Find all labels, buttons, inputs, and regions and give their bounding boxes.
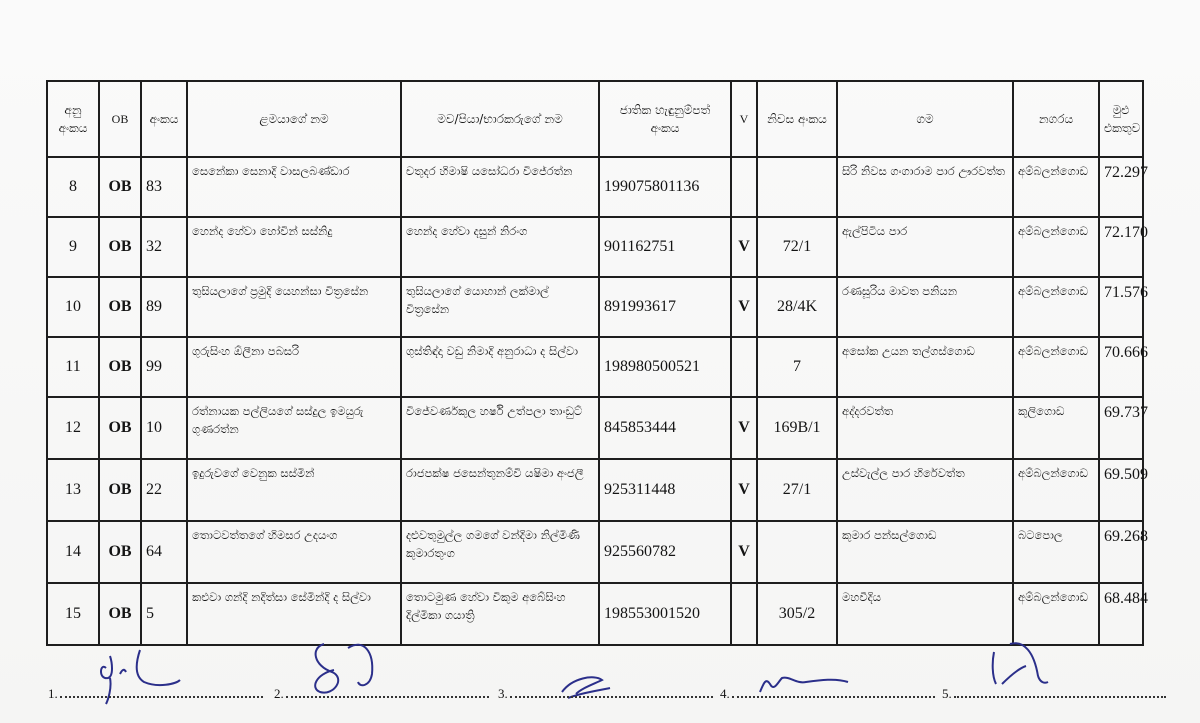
cell-house-no — [757, 521, 837, 583]
cell-v — [731, 157, 757, 217]
cell-number: 32 — [141, 217, 187, 277]
cell-ob: OB — [99, 337, 141, 397]
signature-slot-5 — [942, 622, 1166, 702]
cell-nic: 845853444 — [599, 397, 731, 459]
cell-nic: 901162751 — [599, 217, 731, 277]
cell-village: මහවීදිය — [837, 583, 1013, 645]
cell-house-no: 27/1 — [757, 459, 837, 521]
cell-parent-name: ගුස්තිඳ්දා වඩු නිමාදි අනුරාධා ද සිල්වා — [401, 337, 599, 397]
cell-ob: OB — [99, 583, 141, 645]
cell-parent-name: හෙන්ද හේවා දසුන් නිරංග — [401, 217, 599, 277]
table-row — [47, 337, 1143, 397]
cell-index: 9 — [47, 217, 99, 277]
signature-slot-2 — [274, 622, 489, 702]
signature-line-5 — [954, 696, 1166, 698]
cell-ob: OB — [99, 397, 141, 459]
signature-label-3: 3. — [498, 686, 508, 701]
header-child-name: ළමයාගේ නම — [187, 81, 401, 157]
cell-parent-name: විජේවර්ණකුල හර්ෂි උත්පලා තාංඩුට් — [401, 397, 599, 459]
header-parent-name: මව/පියා/භාරකරුගේ නම — [401, 81, 599, 157]
cell-village: ඇල්පිටිය පාර — [837, 217, 1013, 277]
cell-total: 69.509 — [1099, 459, 1143, 521]
cell-child-name: ඉදුරුවගේ වෙනුක සස්මින් — [187, 459, 401, 521]
cell-house-no: 7 — [757, 337, 837, 397]
signature-label-5: 5. — [942, 686, 952, 701]
cell-nic: 198980500521 — [599, 337, 731, 397]
cell-child-name: රත්නායක පල්ලියගේ සස්දුල ඉමයුරු ගුණරත්න — [187, 397, 401, 459]
header-city: නගරය — [1013, 81, 1099, 157]
cell-child-name: හෙන්ද හේවා හෝවින් සස්නිදු — [187, 217, 401, 277]
header-v: V — [731, 81, 757, 157]
cell-parent-name: තොටමුණ හේවා විකුම අබේසිංහ දිල්මිකා ගයාත්‍රි — [401, 583, 599, 645]
cell-nic: 925311448 — [599, 459, 731, 521]
cell-number: 83 — [141, 157, 187, 217]
header-nic: ජාතික හැඳුනුම්පත් අංකය — [599, 81, 731, 157]
table-row — [47, 459, 1143, 521]
cell-child-name: තොටවත්තගේ හිමසර උදයංග — [187, 521, 401, 583]
cell-village: උස්වැල්ල පාර හිරේවත්ත — [837, 459, 1013, 521]
header-index: අනු අංකය — [47, 81, 99, 157]
signature-4 — [720, 622, 935, 702]
cell-ob: OB — [99, 521, 141, 583]
cell-v: V — [731, 459, 757, 521]
cell-house-no: 305/2 — [757, 583, 837, 645]
cell-nic: 199075801136 — [599, 157, 731, 217]
cell-house-no: 169B/1 — [757, 397, 837, 459]
signature-slot-1 — [48, 622, 263, 702]
cell-ob: OB — [99, 217, 141, 277]
header-village: ගම — [837, 81, 1013, 157]
signature-label-1: 1. — [48, 686, 58, 701]
cell-nic: 198553001520 — [599, 583, 731, 645]
signature-line-3 — [510, 696, 713, 698]
cell-index: 10 — [47, 277, 99, 337]
cell-index: 15 — [47, 583, 99, 645]
cell-village: කුමාර පන්සල්ගොඩ — [837, 521, 1013, 583]
cell-v — [731, 337, 757, 397]
cell-ob: OB — [99, 157, 141, 217]
cell-child-name: තුසියලාගේ ප්‍රමුදි යෙහන්සා විත්‍රසේන — [187, 277, 401, 337]
cell-village: සිරි නිවස ගංගාරාම පාර ඌරවත්ත — [837, 157, 1013, 217]
cell-total: 71.576 — [1099, 277, 1143, 337]
cell-house-no — [757, 157, 837, 217]
cell-total: 69.268 — [1099, 521, 1143, 583]
table-row — [47, 277, 1143, 337]
cell-total: 69.737 — [1099, 397, 1143, 459]
cell-number: 64 — [141, 521, 187, 583]
table-row — [47, 521, 1143, 583]
cell-city: අම්බලන්ගොඩ — [1013, 217, 1099, 277]
cell-village: අසෝක උයන තල්ගස්ගොඩ — [837, 337, 1013, 397]
cell-village: රණසූරිය මාවත පනියන — [837, 277, 1013, 337]
header-row — [47, 81, 1143, 157]
cell-nic: 925560782 — [599, 521, 731, 583]
cell-number: 22 — [141, 459, 187, 521]
cell-ob: OB — [99, 277, 141, 337]
cell-index: 13 — [47, 459, 99, 521]
signature-5 — [942, 622, 1166, 702]
signature-1 — [48, 622, 263, 702]
header-house-no: නිවස අංකය — [757, 81, 837, 157]
cell-index: 14 — [47, 521, 99, 583]
cell-city: අම්බලන්ගොඩ — [1013, 157, 1099, 217]
cell-house-no: 72/1 — [757, 217, 837, 277]
cell-v: V — [731, 277, 757, 337]
cell-total: 68.484 — [1099, 583, 1143, 645]
cell-nic: 891993617 — [599, 277, 731, 337]
cell-child-name: සෙනේකා සෙනාදි වාසලබණ්ඩාර — [187, 157, 401, 217]
cell-number: 99 — [141, 337, 187, 397]
cell-parent-name: රාජපක්ෂ ජසෙන්තුනම්වි යෂිමා අංජලී — [401, 459, 599, 521]
signature-slot-4 — [720, 622, 935, 702]
cell-village: අද්දරවත්ත — [837, 397, 1013, 459]
signature-line-1 — [60, 696, 263, 698]
cell-total: 72.170 — [1099, 217, 1143, 277]
signature-2 — [274, 622, 489, 702]
table-row — [47, 157, 1143, 217]
cell-index: 12 — [47, 397, 99, 459]
cell-child-name: කළුවා ගන්දි නදිත්සා සේමින්දි ද සිල්වා — [187, 583, 401, 645]
cell-number: 5 — [141, 583, 187, 645]
cell-total: 70.666 — [1099, 337, 1143, 397]
cell-number: 89 — [141, 277, 187, 337]
cell-city: බටපොල — [1013, 521, 1099, 583]
cell-city: අම්බලන්ගොඩ — [1013, 337, 1099, 397]
results-table — [46, 80, 1148, 646]
cell-v: V — [731, 217, 757, 277]
signature-label-4: 4. — [720, 686, 730, 701]
signature-label-2: 2. — [274, 686, 284, 701]
cell-index: 8 — [47, 157, 99, 217]
cell-v: V — [731, 397, 757, 459]
cell-parent-name: දළුවතුමුල්ල ගමගේ වන්දිමා නිල්මිණි කුමාරතුංග — [401, 521, 599, 583]
cell-city: අම්බලන්ගොඩ — [1013, 459, 1099, 521]
cell-number: 10 — [141, 397, 187, 459]
header-total: මුළු එකතුව — [1099, 81, 1143, 157]
cell-house-no: 28/4K — [757, 277, 837, 337]
cell-ob: OB — [99, 459, 141, 521]
signature-line-2 — [286, 696, 489, 698]
table-row — [47, 397, 1143, 459]
signature-line-4 — [732, 696, 935, 698]
header-number: අංකය — [141, 81, 187, 157]
cell-parent-name: චතුදර හිමාෂි යසෝධරා විජේරත්න — [401, 157, 599, 217]
cell-index: 11 — [47, 337, 99, 397]
signature-slot-3 — [498, 622, 713, 702]
cell-parent-name: තුසියලාගේ යොහාන් ලක්මාල් විත්‍රසේන — [401, 277, 599, 337]
cell-total: 72.297 — [1099, 157, 1143, 217]
signature-row — [48, 600, 1168, 720]
cell-city: අම්බලන්ගොඩ — [1013, 583, 1099, 645]
header-ob: OB — [99, 81, 141, 157]
cell-v: V — [731, 521, 757, 583]
cell-city: කුලිගොඩ — [1013, 397, 1099, 459]
signature-3 — [498, 622, 713, 702]
table-row — [47, 217, 1143, 277]
cell-city: අම්බලන්ගොඩ — [1013, 277, 1099, 337]
cell-child-name: ගුරුසිංහ ඕලීනා පබසරි — [187, 337, 401, 397]
